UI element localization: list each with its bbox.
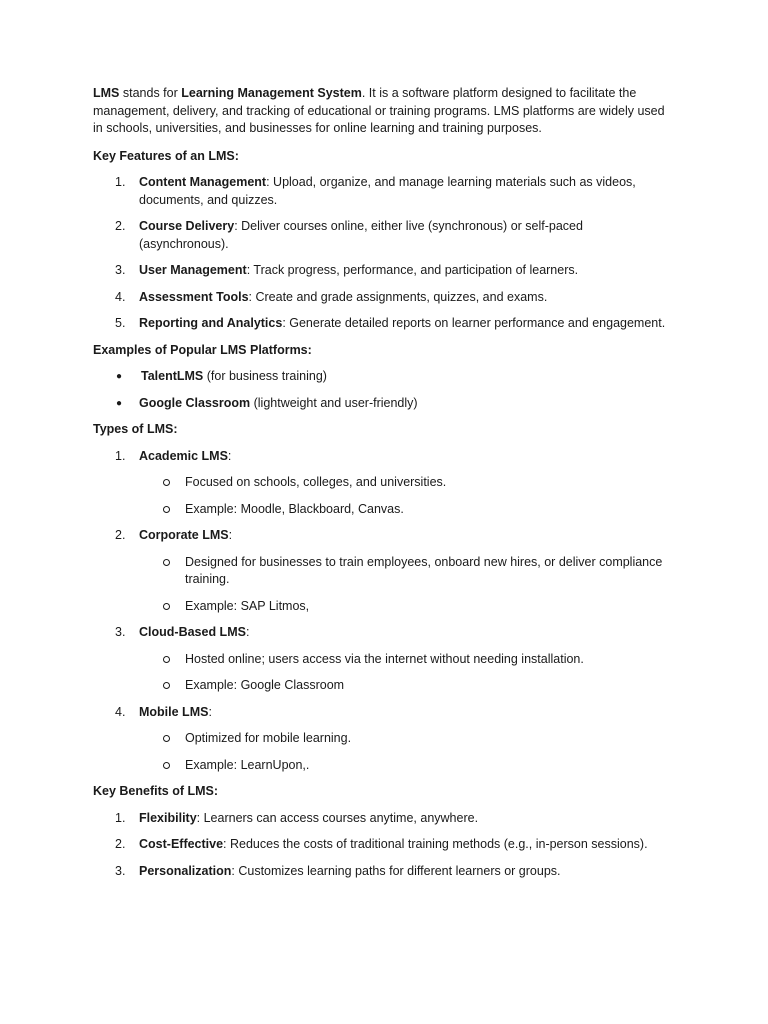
list-item: 2. Corporate LMS: — [115, 528, 233, 542]
examples-heading: Examples of Popular LMS Platforms: — [93, 342, 312, 357]
list-item: 3. Cloud-Based LMS: — [115, 625, 250, 639]
sub-list-item: Example: Moodle, Blackboard, Canvas. — [93, 501, 673, 519]
circle-bullet-icon — [163, 559, 170, 566]
sub-list-item: Example: LearnUpon,. — [93, 757, 673, 775]
list-item: 1. Academic LMS: — [115, 448, 232, 463]
features-heading: Key Features of an LMS: — [93, 148, 239, 163]
circle-bullet-icon — [163, 479, 170, 486]
benefits-heading: Key Benefits of LMS: — [93, 784, 219, 798]
sub-list-item: Example: SAP Litmos, — [93, 598, 673, 616]
list-item: 3. Personalization: Customizes learning paths for different learners or groups. — [115, 863, 561, 878]
intro-full-name: Learning Management System — [181, 86, 362, 100]
circle-bullet-icon — [163, 682, 170, 689]
list-item: 4. Mobile LMS: — [115, 704, 212, 719]
list-item: ● TalentLMS (for business training) — [93, 368, 673, 386]
intro-paragraph: LMS stands for Learning Management System. It is a software platform designed to facilitate the management, delivery, and tracking of educational or training programs. LMS platforms are widely used in schools, universities, and businesses for online learning and training purposes. — [93, 86, 665, 135]
sub-list-item: Focused on schools, colleges, and universities. — [93, 474, 673, 492]
sub-list-item: Optimized for mobile learning. — [93, 730, 673, 748]
list-item: 4. Assessment Tools: Create and grade assignments, quizzes, and exams. — [115, 289, 548, 304]
benefits-list — [93, 810, 673, 881]
list-item: 5. Reporting and Analytics: Generate detailed reports on learner performance and engagement. — [115, 316, 666, 330]
sub-list-item: Hosted online; users access via the internet without needing installation. — [93, 651, 673, 669]
list-item: 1. Flexibility: Learners can access courses anytime, anywhere. — [115, 810, 479, 825]
circle-bullet-icon — [163, 656, 170, 663]
list-item: 2. Cost-Effective: Reduces the costs of traditional training methods (e.g., in-person sessions). — [115, 837, 648, 851]
sub-list-item: Example: Google Classroom — [93, 677, 673, 695]
circle-bullet-icon — [163, 603, 170, 610]
intro-term: LMS — [93, 86, 120, 100]
list-item: 2. Course Delivery: Deliver courses online, either live (synchronous) or self-paced (asynchronous). — [115, 219, 583, 251]
circle-bullet-icon — [163, 762, 170, 769]
bullet-icon: ● — [116, 397, 123, 409]
features-list — [93, 174, 673, 333]
circle-bullet-icon — [163, 506, 170, 513]
sub-list-item: Designed for businesses to train employees, onboard new hires, or deliver compliance training. — [93, 554, 673, 589]
list-item: 3. User Management: Track progress, performance, and participation of learners. — [115, 263, 579, 277]
examples-list — [93, 368, 673, 412]
types-heading: Types of LMS: — [93, 422, 178, 436]
document-page — [93, 85, 673, 889]
circle-bullet-icon — [163, 735, 170, 742]
list-item: ● Google Classroom (lightweight and user-friendly) — [93, 395, 673, 413]
types-list — [93, 448, 673, 775]
list-item: 1. Content Management: Upload, organize, and manage learning materials such as videos, documents, and quizzes. — [115, 175, 636, 207]
bullet-icon: ● — [116, 371, 123, 382]
